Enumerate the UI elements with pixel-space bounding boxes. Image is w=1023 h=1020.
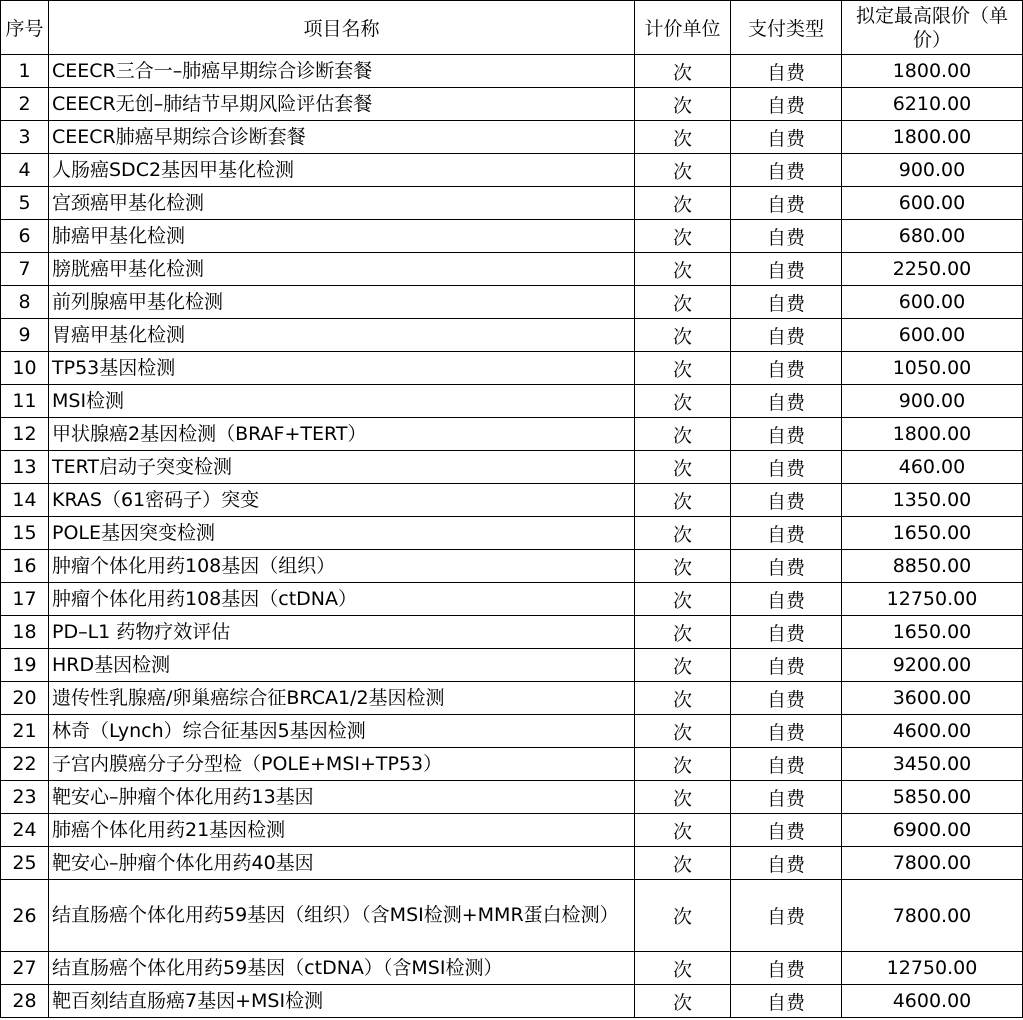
cell-price: 900.00: [842, 385, 1023, 418]
cell-name: CEECR肺癌早期综合诊断套餐: [49, 121, 635, 154]
cell-price: 9200.00: [842, 649, 1023, 682]
cell-pay: 自费: [731, 682, 842, 715]
table-row: [1, 682, 1023, 715]
cell-unit: 次: [635, 154, 731, 187]
cell-name: 靶安心–肿瘤个体化用药40基因: [49, 847, 635, 880]
cell-unit: 次: [635, 781, 731, 814]
cell-pay: 自费: [731, 484, 842, 517]
cell-seq: 13: [1, 451, 49, 484]
cell-price: 3450.00: [842, 748, 1023, 781]
cell-pay: 自费: [731, 880, 842, 952]
cell-name: 靶百刻结直肠癌7基因+MSI检测: [49, 985, 635, 1018]
cell-seq: 7: [1, 253, 49, 286]
cell-name: 宫颈癌甲基化检测: [49, 187, 635, 220]
cell-pay: 自费: [731, 385, 842, 418]
cell-price: 8850.00: [842, 550, 1023, 583]
table-row: [1, 781, 1023, 814]
cell-pay: 自费: [731, 517, 842, 550]
table-row: [1, 451, 1023, 484]
cell-unit: 次: [635, 451, 731, 484]
cell-price: 1650.00: [842, 616, 1023, 649]
cell-pay: 自费: [731, 187, 842, 220]
cell-pay: 自费: [731, 715, 842, 748]
cell-unit: 次: [635, 847, 731, 880]
cell-seq: 5: [1, 187, 49, 220]
cell-name: 林奇（Lynch）综合征基因5基因检测: [49, 715, 635, 748]
cell-pay: 自费: [731, 847, 842, 880]
header-price: 拟定最高限价（单价）: [842, 1, 1023, 55]
table-row: [1, 550, 1023, 583]
table-row: [1, 517, 1023, 550]
cell-price: 6210.00: [842, 88, 1023, 121]
header-name: 项目名称: [49, 1, 635, 55]
cell-pay: 自费: [731, 55, 842, 88]
cell-unit: 次: [635, 319, 731, 352]
table-row: [1, 952, 1023, 985]
table-row: [1, 847, 1023, 880]
cell-name: 前列腺癌甲基化检测: [49, 286, 635, 319]
cell-pay: 自费: [731, 616, 842, 649]
cell-unit: 次: [635, 55, 731, 88]
cell-seq: 24: [1, 814, 49, 847]
cell-pay: 自费: [731, 319, 842, 352]
cell-unit: 次: [635, 220, 731, 253]
cell-pay: 自费: [731, 583, 842, 616]
cell-unit: 次: [635, 187, 731, 220]
cell-price: 600.00: [842, 187, 1023, 220]
cell-unit: 次: [635, 121, 731, 154]
cell-seq: 20: [1, 682, 49, 715]
cell-price: 600.00: [842, 286, 1023, 319]
cell-seq: 3: [1, 121, 49, 154]
table-row: [1, 880, 1023, 952]
table-row: [1, 583, 1023, 616]
cell-pay: 自费: [731, 253, 842, 286]
cell-seq: 19: [1, 649, 49, 682]
table-row: [1, 715, 1023, 748]
cell-price: 600.00: [842, 319, 1023, 352]
cell-name: 肿瘤个体化用药108基因（组织）: [49, 550, 635, 583]
cell-seq: 23: [1, 781, 49, 814]
cell-name: TERT启动子突变检测: [49, 451, 635, 484]
cell-seq: 28: [1, 985, 49, 1018]
cell-unit: 次: [635, 682, 731, 715]
cell-seq: 18: [1, 616, 49, 649]
cell-unit: 次: [635, 748, 731, 781]
cell-unit: 次: [635, 88, 731, 121]
table-row: [1, 286, 1023, 319]
table-row: [1, 220, 1023, 253]
cell-seq: 11: [1, 385, 49, 418]
cell-seq: 8: [1, 286, 49, 319]
cell-unit: 次: [635, 715, 731, 748]
table-row: [1, 985, 1023, 1018]
cell-pay: 自费: [731, 121, 842, 154]
cell-name: 肿瘤个体化用药108基因（ctDNA）: [49, 583, 635, 616]
cell-name: 膀胱癌甲基化检测: [49, 253, 635, 286]
cell-unit: 次: [635, 616, 731, 649]
cell-pay: 自费: [731, 88, 842, 121]
table-row: [1, 352, 1023, 385]
cell-seq: 26: [1, 880, 49, 952]
cell-unit: 次: [635, 517, 731, 550]
cell-name: 甲状腺癌2基因检测（BRAF+TERT）: [49, 418, 635, 451]
cell-name: CEECR无创–肺结节早期风险评估套餐: [49, 88, 635, 121]
header-seq: 序号: [1, 1, 49, 55]
cell-unit: 次: [635, 286, 731, 319]
cell-price: 7800.00: [842, 847, 1023, 880]
cell-seq: 10: [1, 352, 49, 385]
cell-pay: 自费: [731, 781, 842, 814]
header-unit: 计价单位: [635, 1, 731, 55]
cell-price: 6900.00: [842, 814, 1023, 847]
cell-unit: 次: [635, 484, 731, 517]
table-row: [1, 88, 1023, 121]
cell-seq: 27: [1, 952, 49, 985]
table-row: [1, 253, 1023, 286]
cell-name: PD–L1 药物疗效评估: [49, 616, 635, 649]
cell-price: 460.00: [842, 451, 1023, 484]
table-row: [1, 616, 1023, 649]
table-row: [1, 484, 1023, 517]
cell-seq: 4: [1, 154, 49, 187]
cell-seq: 15: [1, 517, 49, 550]
table-row: [1, 187, 1023, 220]
cell-pay: 自费: [731, 220, 842, 253]
cell-name: KRAS（61密码子）突变: [49, 484, 635, 517]
cell-price: 12750.00: [842, 583, 1023, 616]
header-pay: 支付类型: [731, 1, 842, 55]
cell-unit: 次: [635, 952, 731, 985]
cell-seq: 16: [1, 550, 49, 583]
table-body: [1, 55, 1023, 1018]
cell-price: 680.00: [842, 220, 1023, 253]
cell-pay: 自费: [731, 352, 842, 385]
cell-name: 遗传性乳腺癌/卵巢癌综合征BRCA1/2基因检测: [49, 682, 635, 715]
cell-price: 7800.00: [842, 880, 1023, 952]
cell-name: MSI检测: [49, 385, 635, 418]
cell-price: 2250.00: [842, 253, 1023, 286]
cell-pay: 自费: [731, 418, 842, 451]
cell-unit: 次: [635, 880, 731, 952]
cell-pay: 自费: [731, 451, 842, 484]
table-row: [1, 55, 1023, 88]
cell-unit: 次: [635, 550, 731, 583]
table-row: [1, 418, 1023, 451]
cell-name: 肺癌甲基化检测: [49, 220, 635, 253]
cell-pay: 自费: [731, 649, 842, 682]
table-row: [1, 121, 1023, 154]
cell-unit: 次: [635, 985, 731, 1018]
cell-seq: 2: [1, 88, 49, 121]
cell-seq: 9: [1, 319, 49, 352]
cell-pay: 自费: [731, 985, 842, 1018]
cell-name: 人肠癌SDC2基因甲基化检测: [49, 154, 635, 187]
cell-seq: 12: [1, 418, 49, 451]
cell-pay: 自费: [731, 814, 842, 847]
cell-name: CEECR三合一–肺癌早期综合诊断套餐: [49, 55, 635, 88]
cell-price: 1800.00: [842, 55, 1023, 88]
cell-name: 胃癌甲基化检测: [49, 319, 635, 352]
cell-unit: 次: [635, 418, 731, 451]
cell-name: POLE基因突变检测: [49, 517, 635, 550]
cell-seq: 17: [1, 583, 49, 616]
cell-name: 靶安心–肿瘤个体化用药13基因: [49, 781, 635, 814]
cell-unit: 次: [635, 352, 731, 385]
table-row: [1, 385, 1023, 418]
cell-seq: 1: [1, 55, 49, 88]
cell-unit: 次: [635, 385, 731, 418]
cell-seq: 6: [1, 220, 49, 253]
cell-name: 肺癌个体化用药21基因检测: [49, 814, 635, 847]
cell-price: 3600.00: [842, 682, 1023, 715]
table-header-row: [1, 1, 1023, 55]
cell-price: 4600.00: [842, 715, 1023, 748]
table-row: [1, 814, 1023, 847]
cell-seq: 14: [1, 484, 49, 517]
cell-name: HRD基因检测: [49, 649, 635, 682]
cell-price: 5850.00: [842, 781, 1023, 814]
cell-price: 4600.00: [842, 985, 1023, 1018]
cell-unit: 次: [635, 583, 731, 616]
cell-name: 子宫内膜癌分子分型检（POLE+MSI+TP53）: [49, 748, 635, 781]
cell-seq: 21: [1, 715, 49, 748]
cell-price: 1800.00: [842, 418, 1023, 451]
cell-price: 900.00: [842, 154, 1023, 187]
cell-pay: 自费: [731, 748, 842, 781]
cell-price: 1050.00: [842, 352, 1023, 385]
cell-seq: 25: [1, 847, 49, 880]
table-row: [1, 154, 1023, 187]
cell-seq: 22: [1, 748, 49, 781]
cell-unit: 次: [635, 649, 731, 682]
cell-price: 1650.00: [842, 517, 1023, 550]
cell-pay: 自费: [731, 286, 842, 319]
table-row: [1, 748, 1023, 781]
cell-unit: 次: [635, 253, 731, 286]
cell-pay: 自费: [731, 550, 842, 583]
table-row: [1, 319, 1023, 352]
cell-pay: 自费: [731, 154, 842, 187]
cell-name: 结直肠癌个体化用药59基因（组织）（含MSI检测+MMR蛋白检测）: [49, 880, 635, 952]
table-row: [1, 649, 1023, 682]
cell-price: 1350.00: [842, 484, 1023, 517]
cell-name: 结直肠癌个体化用药59基因（ctDNA）（含MSI检测）: [49, 952, 635, 985]
cell-pay: 自费: [731, 952, 842, 985]
cell-price: 12750.00: [842, 952, 1023, 985]
cell-name: TP53基因检测: [49, 352, 635, 385]
cell-unit: 次: [635, 814, 731, 847]
cell-price: 1800.00: [842, 121, 1023, 154]
